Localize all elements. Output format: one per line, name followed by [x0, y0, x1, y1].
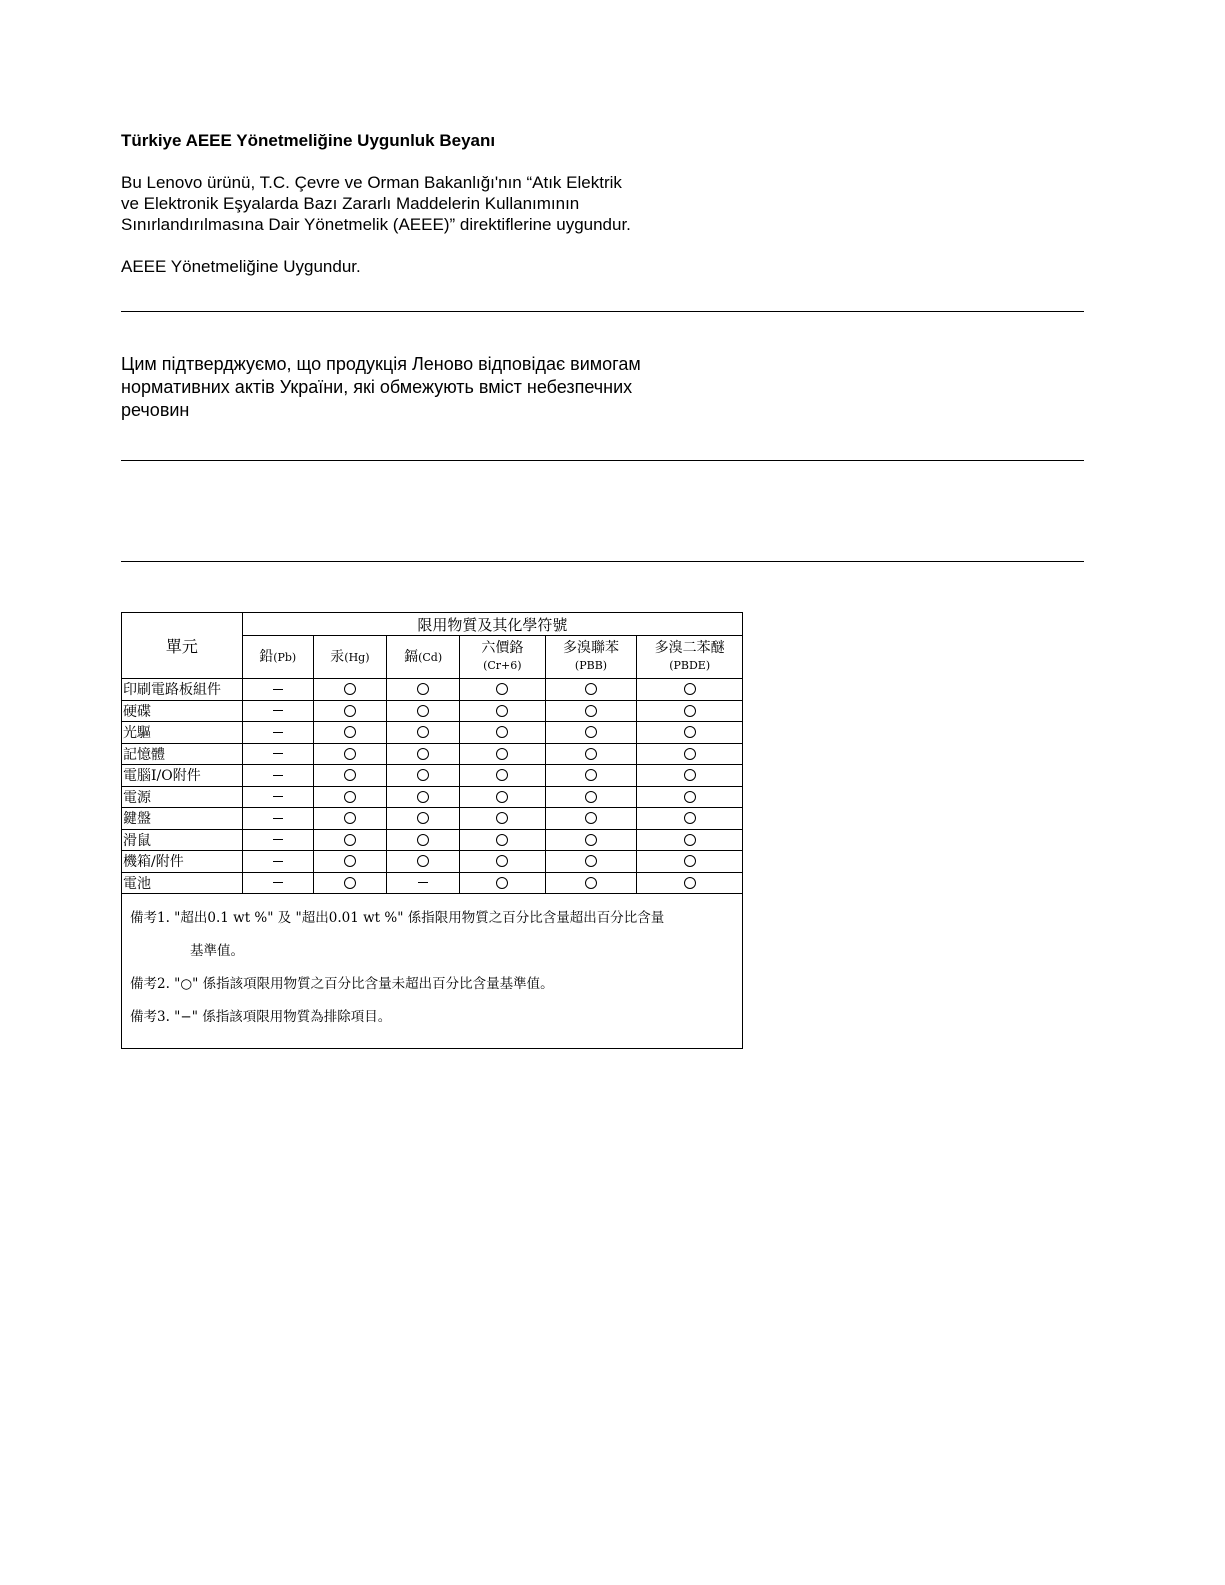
- substance-status-cell: [637, 765, 743, 787]
- circle-mark-icon: [417, 683, 429, 695]
- circle-mark-icon: [496, 791, 508, 803]
- substance-status-cell: [637, 786, 743, 808]
- table-note: 基準值。: [190, 943, 244, 959]
- substance-status-cell: [637, 722, 743, 744]
- circle-mark-icon: [496, 834, 508, 846]
- substance-status-cell: [459, 743, 545, 765]
- circle-mark-icon: [585, 748, 597, 760]
- circle-mark-icon: [684, 683, 696, 695]
- section-divider: [121, 311, 1084, 312]
- circle-mark-icon: [585, 855, 597, 867]
- substance-status-cell: [459, 679, 545, 701]
- circle-mark-icon: [684, 769, 696, 781]
- substance-status-cell: [242, 743, 313, 765]
- substance-status-cell: [459, 786, 545, 808]
- substance-header: [242, 636, 313, 679]
- table-row: [122, 808, 743, 830]
- substance-header: [637, 636, 743, 679]
- substance-status-cell: [545, 743, 637, 765]
- circle-mark-icon: [684, 855, 696, 867]
- circle-mark-icon: [496, 877, 508, 889]
- substance-status-cell: [637, 679, 743, 701]
- circle-mark-icon: [496, 748, 508, 760]
- substance-status-cell: [545, 722, 637, 744]
- table-row: [122, 679, 743, 701]
- circle-mark-icon: [496, 705, 508, 717]
- circle-mark-icon: [585, 834, 597, 846]
- substance-status-cell: [545, 786, 637, 808]
- substance-status-cell: [313, 786, 387, 808]
- part-name-cell: 光驅: [122, 722, 243, 744]
- substance-status-cell: [313, 679, 387, 701]
- substance-status-cell: [313, 722, 387, 744]
- substance-status-cell: [313, 808, 387, 830]
- circle-mark-icon: [585, 726, 597, 738]
- substance-status-cell: [387, 851, 460, 873]
- circle-mark-icon: [344, 726, 356, 738]
- substance-status-cell: [387, 829, 460, 851]
- table-row: [122, 722, 743, 744]
- substance-status-cell: [242, 722, 313, 744]
- dash-mark-icon: [273, 818, 283, 819]
- substance-symbol: (PBB): [574, 659, 608, 672]
- circle-mark-icon: [344, 812, 356, 824]
- substance-status-cell: [242, 679, 313, 701]
- substance-status-cell: [387, 679, 460, 701]
- restricted-substances-table: [121, 612, 743, 1049]
- turkey-body-line: Sınırlandırılmasına Dair Yönetmelik (AEEE)” direktiflerine uygundur.: [121, 215, 631, 234]
- substance-status-cell: [313, 700, 387, 722]
- substance-status-cell: [242, 829, 313, 851]
- substance-name: 六價鉻: [481, 640, 524, 656]
- substance-status-cell: [242, 786, 313, 808]
- dash-mark-icon: [273, 861, 283, 862]
- circle-mark-icon: [585, 791, 597, 803]
- substance-symbol: (PBDE): [669, 659, 711, 672]
- part-name-cell: 硬碟: [122, 700, 243, 722]
- substance-status-cell: [545, 851, 637, 873]
- circle-mark-icon: [496, 683, 508, 695]
- circle-mark-icon: [344, 877, 356, 889]
- substance-symbol: (Cd): [418, 650, 443, 664]
- substance-status-cell: [387, 786, 460, 808]
- part-name-cell: 記憶體: [122, 743, 243, 765]
- substance-status-cell: [387, 765, 460, 787]
- circle-mark-icon: [344, 855, 356, 867]
- ukraine-body-line: нормативних актів України, які обмежують вміст небезпечних: [121, 377, 633, 397]
- dash-mark-icon: [273, 796, 283, 797]
- substance-status-cell: [387, 872, 460, 894]
- turkey-body-line: ve Elektronik Eşyalarda Bazı Zararlı Maddelerin Kullanımının: [121, 194, 580, 213]
- circle-mark-icon: [344, 705, 356, 717]
- part-name-cell: 電腦I/O附件: [122, 765, 243, 787]
- substance-header: [545, 636, 637, 679]
- circle-mark-icon: [684, 877, 696, 889]
- dash-mark-icon: [273, 732, 283, 733]
- circle-mark-icon: [344, 748, 356, 760]
- turkey-declaration-title: Türkiye AEEE Yönetmeliğine Uygunluk Beyanı: [121, 131, 496, 150]
- circle-mark-icon: [417, 726, 429, 738]
- dash-mark-icon: [273, 882, 283, 883]
- substance-status-cell: [637, 851, 743, 873]
- substance-status-cell: [459, 722, 545, 744]
- substance-name: 鉛: [259, 648, 274, 665]
- circle-mark-icon: [344, 683, 356, 695]
- circle-mark-icon: [417, 748, 429, 760]
- circle-mark-icon: [344, 834, 356, 846]
- section-divider: [121, 460, 1084, 461]
- circle-mark-icon: [585, 769, 597, 781]
- substance-status-cell: [637, 829, 743, 851]
- substance-status-cell: [545, 808, 637, 830]
- circle-mark-icon: [684, 726, 696, 738]
- substance-status-cell: [545, 679, 637, 701]
- substance-symbol: (Hg): [344, 650, 370, 664]
- substance-name: 多溴聯苯: [563, 640, 619, 656]
- table-notes: [122, 894, 743, 1049]
- substance-symbol: (Pb): [273, 650, 297, 664]
- substance-status-cell: [545, 700, 637, 722]
- ukraine-body-line: речовин: [121, 400, 190, 420]
- circle-mark-icon: [496, 726, 508, 738]
- table-note: 備考2. "○" 係指該項限用物質之百分比含量未超出百分比含量基準值。: [130, 976, 554, 992]
- circle-mark-icon: [417, 855, 429, 867]
- dash-mark-icon: [273, 753, 283, 754]
- ukraine-body-line: Цим підтверджуємо, що продукція Леново відповідає вимогам: [121, 354, 641, 374]
- unit-header: 單元: [122, 613, 243, 679]
- turkey-conformity-statement: AEEE Yönetmeliğine Uygundur.: [121, 257, 361, 276]
- substance-status-cell: [459, 700, 545, 722]
- dash-mark-icon: [273, 710, 283, 711]
- circle-mark-icon: [496, 855, 508, 867]
- table-note: 備考3. "−" 係指該項限用物質為排除項目。: [130, 1009, 392, 1025]
- table-row: [122, 851, 743, 873]
- table-row: [122, 872, 743, 894]
- substance-name: 鎘: [404, 648, 419, 665]
- substance-header: [313, 636, 387, 679]
- substance-status-cell: [242, 808, 313, 830]
- circle-mark-icon: [585, 877, 597, 889]
- part-name-cell: 鍵盤: [122, 808, 243, 830]
- circle-mark-icon: [684, 834, 696, 846]
- substance-status-cell: [313, 872, 387, 894]
- substance-status-cell: [313, 829, 387, 851]
- substance-name: 多溴二苯醚: [654, 640, 725, 656]
- circle-mark-icon: [417, 705, 429, 717]
- dash-mark-icon: [418, 882, 428, 883]
- substance-status-cell: [242, 872, 313, 894]
- circle-mark-icon: [585, 705, 597, 717]
- circle-mark-icon: [417, 812, 429, 824]
- table-note: 備考1. "超出0.1 wt %" 及 "超出0.01 wt %" 係指限用物質之百分比含量超出百分比含量: [130, 910, 665, 926]
- circle-mark-icon: [684, 705, 696, 717]
- circle-mark-icon: [684, 748, 696, 760]
- circle-mark-icon: [344, 769, 356, 781]
- substance-status-cell: [459, 765, 545, 787]
- table-row: [122, 743, 743, 765]
- table-row: [122, 765, 743, 787]
- substance-status-cell: [242, 765, 313, 787]
- substance-status-cell: [387, 808, 460, 830]
- substance-status-cell: [459, 808, 545, 830]
- substance-status-cell: [313, 743, 387, 765]
- substance-symbol: (Cr+6): [483, 659, 522, 672]
- substance-status-cell: [313, 851, 387, 873]
- part-name-cell: 電源: [122, 786, 243, 808]
- substance-status-cell: [242, 700, 313, 722]
- table-row: [122, 786, 743, 808]
- substance-status-cell: [545, 765, 637, 787]
- substance-status-cell: [459, 872, 545, 894]
- section-divider: [121, 561, 1084, 562]
- dash-mark-icon: [273, 839, 283, 840]
- circle-mark-icon: [585, 683, 597, 695]
- part-name-cell: 滑鼠: [122, 829, 243, 851]
- substance-status-cell: [242, 851, 313, 873]
- circle-mark-icon: [417, 769, 429, 781]
- substance-name: 汞: [330, 648, 345, 665]
- substance-status-cell: [459, 851, 545, 873]
- circle-mark-icon: [496, 769, 508, 781]
- substances-group-header: 限用物質及其化學符號: [242, 613, 742, 636]
- ukraine-declaration-body: [121, 353, 721, 422]
- circle-mark-icon: [417, 791, 429, 803]
- circle-mark-icon: [684, 791, 696, 803]
- dash-mark-icon: [273, 689, 283, 690]
- substance-status-cell: [637, 808, 743, 830]
- table-row: [122, 700, 743, 722]
- part-name-cell: 電池: [122, 872, 243, 894]
- substance-status-cell: [459, 829, 545, 851]
- substance-status-cell: [387, 743, 460, 765]
- substance-status-cell: [313, 765, 387, 787]
- circle-mark-icon: [684, 812, 696, 824]
- substance-status-cell: [387, 722, 460, 744]
- turkey-declaration-body: [121, 172, 761, 235]
- substance-header: [459, 636, 545, 679]
- circle-mark-icon: [417, 834, 429, 846]
- dash-mark-icon: [273, 775, 283, 776]
- part-name-cell: 印刷電路板組件: [122, 679, 243, 701]
- turkey-body-line: Bu Lenovo ürünü, T.C. Çevre ve Orman Bakanlığı'nın “Atık Elektrik: [121, 173, 622, 192]
- substance-status-cell: [545, 829, 637, 851]
- substance-status-cell: [637, 872, 743, 894]
- circle-mark-icon: [344, 791, 356, 803]
- substance-header: [387, 636, 460, 679]
- substance-status-cell: [545, 872, 637, 894]
- part-name-cell: 機箱/附件: [122, 851, 243, 873]
- table-row: [122, 829, 743, 851]
- circle-mark-icon: [585, 812, 597, 824]
- circle-mark-icon: [496, 812, 508, 824]
- substance-status-cell: [637, 743, 743, 765]
- substance-status-cell: [637, 700, 743, 722]
- substance-status-cell: [387, 700, 460, 722]
